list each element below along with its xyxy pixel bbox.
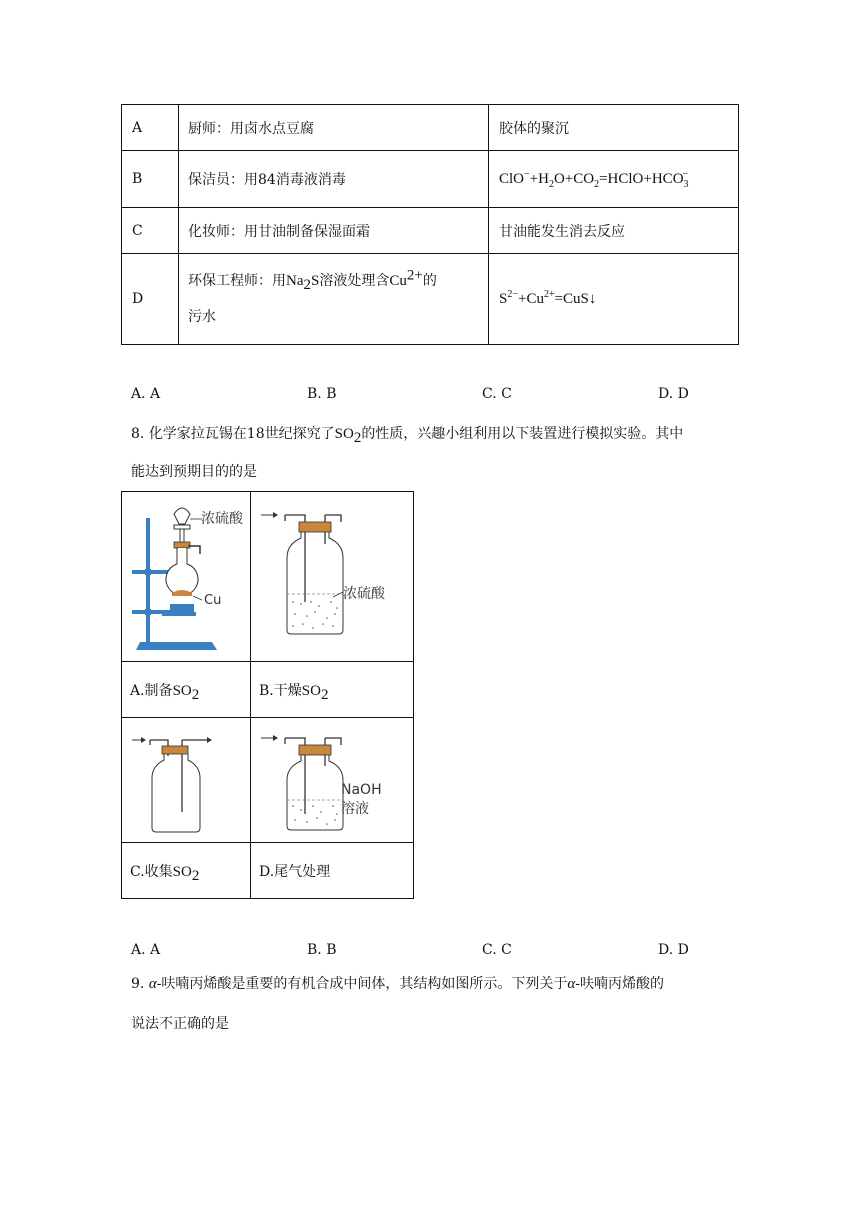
label-conc-acid-b: 浓硫酸 <box>343 586 385 602</box>
row-letter: A <box>122 105 179 151</box>
option-d[interactable]: D. D <box>658 386 689 402</box>
apparatus-a-diagram <box>122 492 250 661</box>
option-c[interactable]: C. C <box>482 942 512 958</box>
row-letter: B <box>122 151 179 208</box>
caption-d: D.尾气处理 <box>251 843 414 899</box>
row-scene: 厨师：用卤水点豆腐 <box>179 105 489 151</box>
apparatus-a-cell <box>122 492 251 662</box>
option-c[interactable]: C. C <box>482 386 512 402</box>
q7-table <box>121 104 739 345</box>
option-b[interactable]: B. B <box>307 386 337 402</box>
option-b[interactable]: B. B <box>307 942 337 958</box>
option-a[interactable]: A. A <box>131 386 161 402</box>
row-equation: $ClO^-+H_2O+CO_2=HClO+HCO_3^-$ <box>489 151 739 208</box>
apparatus-d-cell <box>251 718 414 843</box>
row-explanation: 甘油能发生消去反应 <box>489 208 739 254</box>
table-row <box>122 208 739 254</box>
q8-stem-line1: 8. 化学家拉瓦锡在18世纪探究了$SO_2$的性质，兴趣小组利用以下装置进行模拟实验。其中 <box>131 426 684 446</box>
caption-b: B.干燥$SO_2$ <box>251 662 414 718</box>
q9-stem-line1: 9. α-呋喃丙烯酸是重要的有机合成中间体，其结构如图所示。下列关于α-呋喃丙烯酸的 <box>131 976 665 992</box>
row-scene: 化妆师：用甘油制备保湿面霜 <box>179 208 489 254</box>
row-scene: 保洁员：用84消毒液消毒 <box>179 151 489 208</box>
caption-a: A.制备$SO_2$ <box>122 662 251 718</box>
caption-c: C.收集$SO_2$ <box>122 843 251 899</box>
label-solution: 溶液 <box>341 801 369 817</box>
apparatus-c-diagram <box>122 718 250 842</box>
table-row <box>122 254 739 345</box>
row-letter: D <box>122 254 179 345</box>
q9-stem-line2: 说法不正确的是 <box>131 1016 229 1032</box>
label-conc-acid: 浓硫酸 <box>201 511 243 527</box>
table-row <box>122 151 739 208</box>
label-naoh: NaOH <box>341 782 382 798</box>
row-letter: C <box>122 208 179 254</box>
apparatus-b-cell <box>251 492 414 662</box>
row-equation: $S^{2-}+Cu^{2+}=CuS↓$ <box>489 254 739 345</box>
label-cu: Cu <box>204 593 222 608</box>
option-d[interactable]: D. D <box>658 942 689 958</box>
apparatus-c-cell <box>122 718 251 843</box>
apparatus-d-diagram <box>251 718 413 842</box>
row-scene: 环保工程师：用$Na_2S$溶液处理含$Cu^{2+}$的 污水 <box>179 254 489 345</box>
row-explanation: 胶体的聚沉 <box>489 105 739 151</box>
apparatus-b-diagram <box>251 492 413 661</box>
q8-stem-line2: 能达到预期目的的是 <box>131 464 257 480</box>
table-row <box>122 105 739 151</box>
q8-apparatus-table <box>121 491 414 899</box>
option-a[interactable]: A. A <box>131 942 161 958</box>
